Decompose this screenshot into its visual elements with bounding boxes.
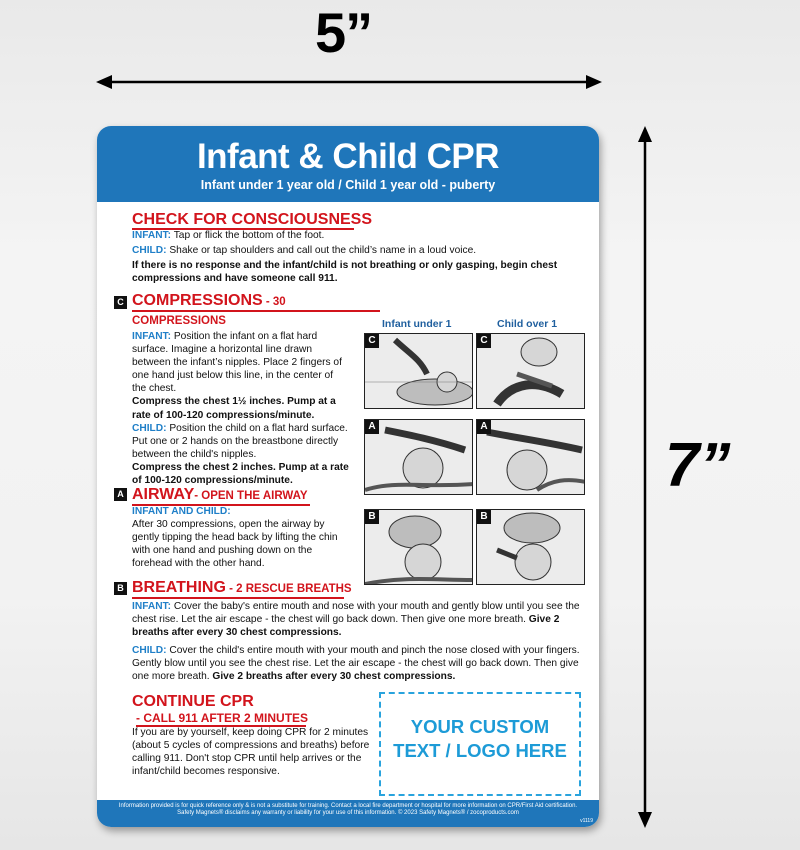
illustration-tag: B bbox=[477, 510, 491, 524]
airway-title: AIRWAY bbox=[132, 486, 195, 503]
child-label: CHILD: bbox=[132, 245, 167, 257]
infant-label: INFANT: bbox=[132, 331, 172, 342]
child-text: Shake or tap shoulders and call out the child’s name in a loud voice. bbox=[166, 245, 477, 257]
breathing-child bbox=[132, 644, 587, 683]
illustration-infant-airway bbox=[364, 419, 473, 495]
page-title: Infant & Child CPR bbox=[196, 137, 500, 176]
child-bold: Give 2 breaths after every 30 chest compressions. bbox=[212, 671, 456, 683]
illustration-tag: A bbox=[365, 420, 379, 434]
breathing-subtitle: - 2 RESCUE BREATHS bbox=[225, 583, 352, 595]
compressions-infant-bold: Compress the chest 1½ inches. Pump at a rate of 100-120 compressions/minute. bbox=[132, 396, 336, 421]
illustration-child-breathing bbox=[476, 509, 585, 585]
infant-bold: Give 2 breaths after every 30 chest compressions. bbox=[132, 614, 560, 639]
consciousness-section bbox=[132, 211, 592, 285]
illustration-tag: C bbox=[365, 334, 379, 348]
footer-line-1: Information provided is for quick reference only & is not a substitute for training. Contact a local fire department or hospital for more information on CPR/First Aid certification. bbox=[118, 803, 578, 809]
illustration-infant-breathing bbox=[364, 509, 473, 585]
custom-line-1: YOUR CUSTOM bbox=[410, 716, 550, 737]
consciousness-child bbox=[132, 244, 592, 257]
consciousness-infant bbox=[132, 229, 592, 242]
airway-heading bbox=[132, 486, 372, 505]
custom-logo-box bbox=[379, 692, 581, 796]
compressions-underline bbox=[132, 310, 380, 312]
illustration-tag: B bbox=[365, 510, 379, 524]
compressions-title: COMPRESSIONS bbox=[132, 292, 263, 309]
page-subtitle: Infant under 1 year old / Child 1 year old - puberty bbox=[200, 178, 496, 192]
breathing-underline bbox=[132, 597, 344, 599]
airway-text: After 30 compressions, open the airway by gently tipping the head back by lifting the chin with one hand and pushing down on the forehead with the other hand. bbox=[132, 519, 338, 570]
compressions-infant bbox=[132, 330, 350, 395]
airway-underline bbox=[132, 504, 310, 506]
breathing-title: BREATHING bbox=[132, 579, 226, 596]
continue-section bbox=[132, 693, 372, 778]
child-column-header: Child over 1 bbox=[497, 318, 558, 330]
breathing-section bbox=[132, 579, 587, 684]
height-dimension-label: 7” bbox=[665, 431, 731, 500]
step-a-box: A bbox=[114, 488, 127, 501]
illustration-child-airway bbox=[476, 419, 585, 495]
card-header bbox=[97, 126, 599, 202]
width-dimension-label: 5” bbox=[315, 1, 373, 64]
breathing-heading bbox=[132, 579, 587, 598]
custom-line-2: TEXT / LOGO HERE bbox=[393, 740, 567, 761]
breathing-infant bbox=[132, 600, 587, 639]
consciousness-underline bbox=[132, 228, 354, 230]
illustration-tag: A bbox=[477, 420, 491, 434]
child-label: CHILD: bbox=[132, 422, 167, 434]
airway-subtitle: - OPEN THE AIRWAY bbox=[194, 490, 308, 502]
illustration-child-compressions bbox=[476, 333, 585, 409]
airway-section bbox=[132, 486, 372, 570]
infant-text: Tap or flick the bottom of the foot. bbox=[171, 230, 325, 241]
airway-label: INFANT AND CHILD: bbox=[132, 506, 231, 517]
compressions-subtitle: - 30 COMPRESSIONS bbox=[132, 296, 286, 327]
step-c-box: C bbox=[114, 296, 127, 309]
footer-code: v1119 bbox=[580, 818, 593, 824]
card-footer bbox=[97, 800, 599, 827]
child-text: Position the child on a flat hard surface. Put one or 2 hands on the breastbone directly between the child's nipples. bbox=[132, 422, 348, 460]
cpr-magnet-card bbox=[97, 126, 599, 827]
continue-heading: CONTINUE CPR bbox=[132, 693, 254, 710]
infant-label: INFANT: bbox=[132, 601, 172, 612]
compressions-child bbox=[132, 422, 354, 461]
infant-text: Position the infant on a flat hard surface. Imagine a horizontal line drawn between the infant’s nipples. Place 2 fingers of one hand just below this line, in the center of the chest. bbox=[132, 331, 342, 395]
compressions-child-bold: Compress the chest 2 inches. Pump at a rate of 100-120 compressions/minute. bbox=[132, 461, 349, 487]
compressions-section bbox=[132, 292, 377, 487]
footer-line-2: Safety Magnets® disclaims any warranty or liability for your use of this information. © 2023 Safety Magnets® / zocoproducts.com bbox=[177, 810, 519, 816]
illustration-tag: C bbox=[477, 334, 491, 348]
consciousness-heading: CHECK FOR CONSCIOUSNESS bbox=[132, 211, 373, 228]
infant-text: Cover the baby's entire mouth and nose with your mouth and gently blow until you see the chest rise. Let the air escape - the chest will go back down. Then give one more breath. bbox=[132, 601, 580, 626]
child-label: CHILD: bbox=[132, 645, 167, 657]
child-text: Cover the child's entire mouth with your mouth and pinch the nose closed with your fingers. Gently blow until you see the chest rise. Let the air escape - the chest will go back down. Then give one more breath. bbox=[132, 645, 580, 683]
continue-subheading: - CALL 911 AFTER 2 MINUTES bbox=[136, 711, 309, 725]
continue-text: If you are by yourself, keep doing CPR for 2 minutes (about 5 cycles of compressions and breaths) before calling 911. Don't stop CPR until help arrives or the infant/child becomes responsive. bbox=[132, 727, 370, 778]
continue-underline bbox=[136, 725, 306, 727]
illustration-infant-compressions bbox=[364, 333, 473, 409]
infant-label: INFANT: bbox=[132, 230, 172, 241]
infant-column-header: Infant under 1 bbox=[382, 318, 452, 330]
consciousness-warning: If there is no response and the infant/child is not breathing or only gasping, begin chest compressions and have someone call 911. bbox=[132, 260, 558, 285]
step-b-box: B bbox=[114, 582, 127, 595]
